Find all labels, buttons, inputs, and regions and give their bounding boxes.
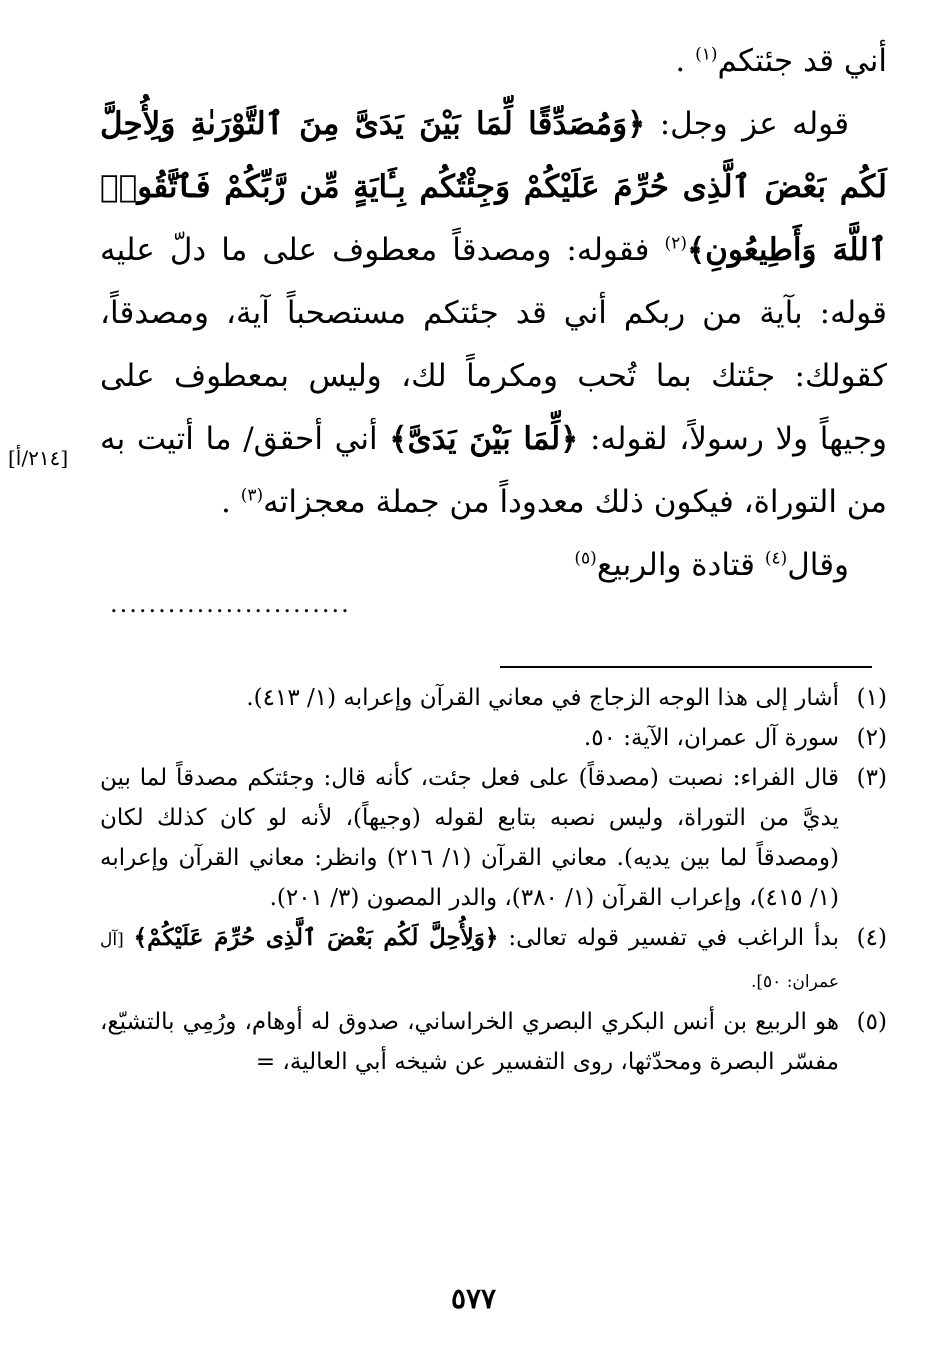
- footnote-marker-2[interactable]: (٢): [664, 233, 687, 254]
- paragraph-3: [100, 534, 887, 597]
- text-line: أني قد جئتكم: [717, 43, 887, 79]
- verse-reference: [آل عمران: ٥٠].: [100, 930, 839, 992]
- period: .: [221, 484, 231, 520]
- quran-ornament-close: ﴾: [133, 924, 148, 951]
- quran-ornament-open: ﴿: [627, 106, 646, 142]
- footnote-2: [100, 718, 887, 758]
- footnote-separator: [500, 666, 872, 668]
- footnote-number: (٣): [856, 765, 887, 791]
- continuation-dots: .........................: [110, 590, 351, 618]
- footnote-marker-5[interactable]: (٥): [574, 548, 597, 569]
- page-number: ٥٧٧: [450, 1282, 497, 1315]
- text-span: قتادة والربيع: [596, 547, 755, 583]
- footnote-marker-3[interactable]: (٣): [240, 485, 264, 506]
- quran-verse: وَلِأُحِلَّ لَكُم بَعْضَ ٱلَّذِى حُرِّمَ عَلَيْكُمْ: [147, 924, 485, 951]
- footnote-3: [100, 758, 887, 918]
- quran-ornament-open: ﴿: [560, 421, 579, 457]
- footnote-text: سورة آل عمران، الآية: ٥٠.: [583, 725, 839, 751]
- quran-ornament-close: ﴾: [389, 421, 408, 457]
- footnote-text: أشار إلى هذا الوجه الزجاج في معاني القرآن وإعرابه (١/ ٤١٣).: [246, 685, 839, 711]
- paragraph-2: [100, 93, 887, 534]
- footnote-number: (٥): [856, 1009, 887, 1035]
- footnote-1: [100, 678, 887, 718]
- main-text: [100, 30, 887, 597]
- period: .: [675, 43, 686, 79]
- footnote-number: (٤): [856, 925, 887, 951]
- footnote-4: [100, 918, 887, 1002]
- footnote-text: بدأ الراغب في تفسير قوله تعالى:: [508, 925, 840, 951]
- quran-verse: وَمُصَدِّقًا لِّمَا بَيْنَ يَدَىَّ مِنَ ٱلتَّوْرَىٰةِ وَلِأُحِلَّ لَكُم بَعْضَ ٱلَّذِى حُرِّمَ عَلَيْكُمْ وَجِئْتُكُم بِـَٔايَةٍ مِّن رَّبِّكُمْ فَٱتَّقُوا۟ ٱللَّهَ وَأَطِيعُونِ: [100, 106, 887, 268]
- text-span: فقوله: ومصدقاً معطوف على ما دلّ عليه قوله: بآية من ربكم أني قد جئتكم مستصحباً آية، ومصدقاً، كقولك: جئتك بما تُحب ومكرماً لك، وليس بمعطوف على وجيهاً ولا رسولاً، لقوله:: [100, 232, 887, 457]
- footnote-number: (٢): [856, 725, 887, 751]
- paragraph-1: [100, 30, 887, 93]
- footnote-text: هو الربيع بن أنس البكري البصري الخراساني، صدوق له أوهام، ورُمِي بالتشيّع، مفسّر البصرة ومحدّثها، روى التفسير عن شيخه أبي العالية، =: [100, 1009, 839, 1075]
- text-span: وقال: [787, 547, 849, 583]
- footnote-marker-4[interactable]: (٤): [764, 548, 788, 569]
- margin-folio-reference: [٢١٤/أ]: [8, 446, 69, 470]
- quran-ornament-close: ﴾: [686, 232, 706, 268]
- quran-ornament-open: ﴿: [484, 924, 499, 951]
- quran-verse-2: لِّمَا بَيْنَ يَدَىَّ: [407, 421, 561, 457]
- text-span: أني أحقق/ ما أتيت به من التوراة، فيكون ذلك معدوداً من جملة معجزاته: [100, 421, 887, 520]
- footnote-number: (١): [856, 685, 887, 711]
- footnote-5: [100, 1002, 887, 1082]
- text-span: قوله عز وجل:: [659, 106, 850, 142]
- footnotes-section: [100, 678, 887, 1082]
- footnote-marker-1[interactable]: (١): [695, 44, 718, 65]
- footnote-text: قال الفراء: نصبت (مصدقاً) على فعل جئت، كأنه قال: وجئتكم مصدقاً لما بين يديَّ من التوراة، وليس نصبه بتابع لقوله (وجيهاً)، لأنه لو كان كذلك لكان (ومصدقاً لما بين يديه). معاني القرآن (١/ ٢١٦) وانظر: معاني القرآن وإعرابه (١/ ٤١٥)، وإعراب القرآن (١/ ٣٨٠)، والدر المصون (٣/ ٢٠١).: [100, 765, 839, 911]
